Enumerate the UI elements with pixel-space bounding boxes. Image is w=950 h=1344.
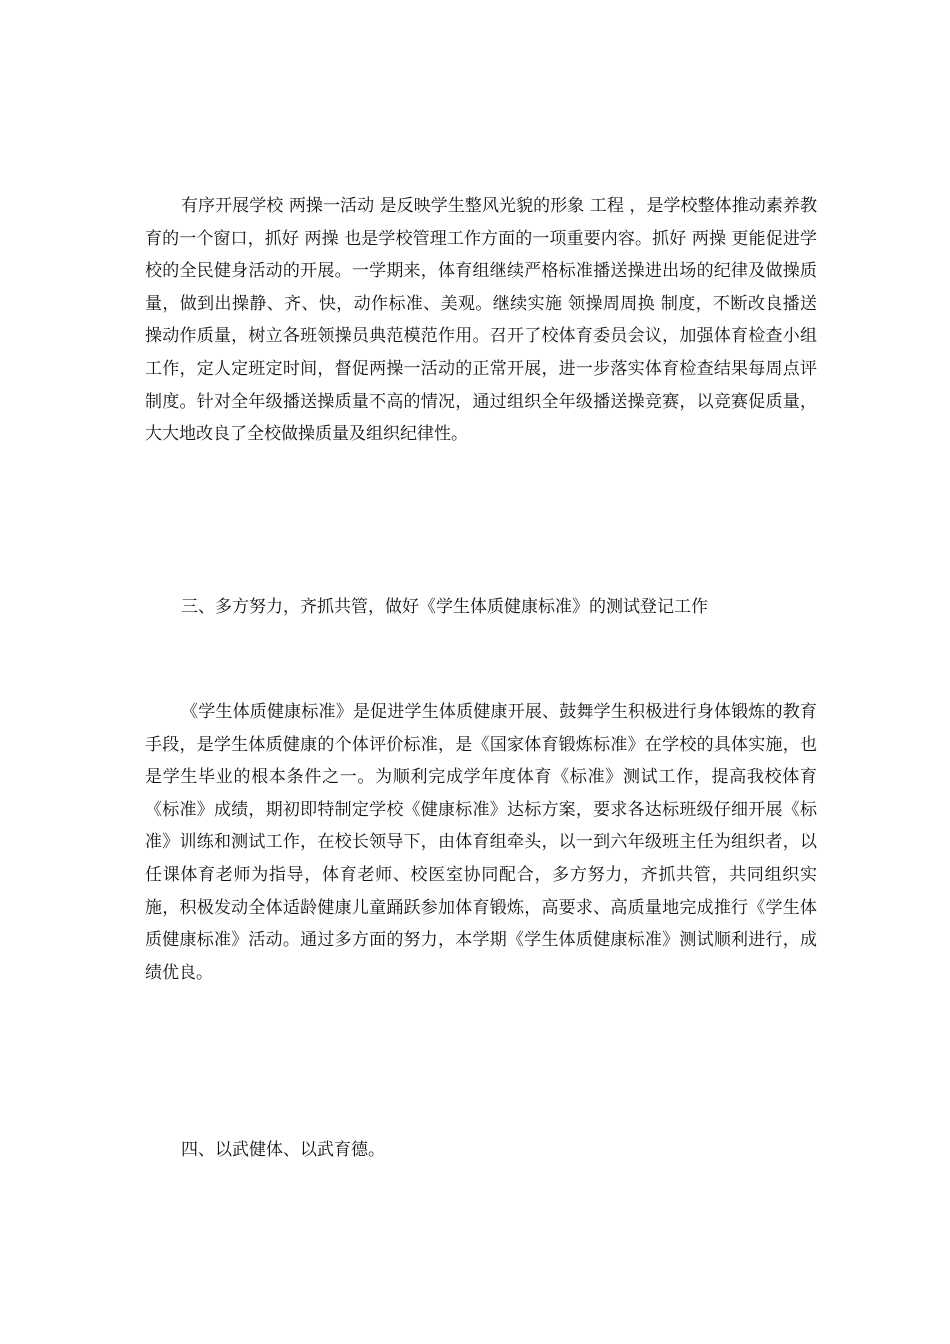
- body-paragraph-health-standard: 《学生体质健康标准》是促进学生体质健康开展、鼓舞学生积极进行身体锻炼的教育手段，是学生体质健康的个体评价标准，是《国家体育锻炼标准》在学校的具体实施，也是学生毕业的根本条件之一。为顺利完成学年度体育《标准》测试工作，提高我校体育《标准》成绩，期初即特制定学校《健康标准》达标方案，要求各达标班级仔细开展《标准》训练和测试工作，在校长领导下，由体育组牵头，以一到六年级班主任为组织者，以任课体育老师为指导，体育老师、校医室协同配合，多方努力，齐抓共管，共同组织实施，积极发动全体适龄健康儿童踊跃参加体育锻炼，高要求、高质量地完成推行《学生体质健康标准》活动。通过多方面的努力，本学期《学生体质健康标准》测试顺利进行，成绩优良。: [145, 702, 817, 983]
- body-paragraph-exercise: 有序开展学校 两操一活动 是反映学生整风光貌的形象 工程 ，是学校整体推动素养教育的一个窗口，抓好 两操 也是学校管理工作方面的一项重要内容。抓好 两操 更能促进学校的全民健身活动的开展。一学期来，体育组继续严格标准播送操进出场的纪律及做操质量，做到出操静、齐、快，动作标准、美观。继续实施 领操周周换 制度，不断改良播送操动作质量，树立各班领操员典范模范作用。召开了校体育委员会议，加强体育检查小组工作，定人定班定时间，督促两操一活动的正常开展，进一步落实体育检查结果每周点评制度。针对全年级播送操质量不高的情况，通过组织全年级播送操竞赛，以竞赛促质量，大大地改良了全校做操质量及组织纪律性。: [145, 196, 817, 445]
- section-heading-health-standard: 三、多方努力，齐抓共管，做好《学生体质健康标准》的测试登记工作: [181, 597, 708, 617]
- section-heading-martial-arts: 四、以武健体、以武育德。: [181, 1140, 385, 1160]
